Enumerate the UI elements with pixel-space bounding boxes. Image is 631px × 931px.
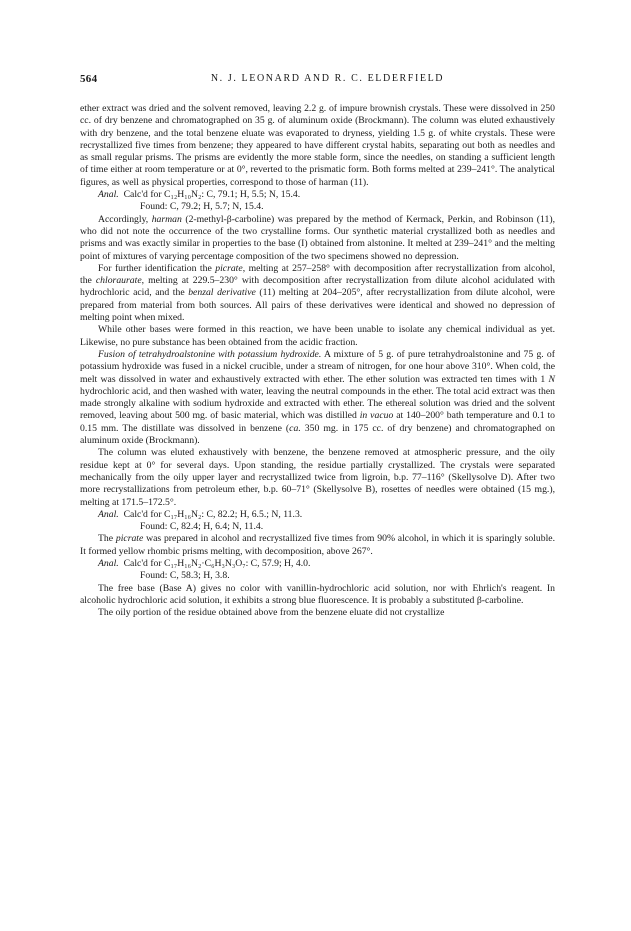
italic-run: N — [548, 373, 555, 385]
text-run: was prepared in alcohol and recrystallized five times from 90% alcohol, in which it is sparingly soluble. It formed yellow rhombic prisms melting, with decomposition, above 267°. — [80, 533, 556, 557]
text-run: The — [98, 533, 116, 545]
analysis-calculated-3 — [80, 558, 555, 570]
text-run: 350 mg. in 175 cc. of dry benzene) and chromatographed on aluminum oxide (Brockmann). — [80, 422, 555, 447]
text-run: , melting at 229.5–230° with decomposition after recrystallization from dilute alcohol acidulated with hydrochloric acid, and the — [80, 275, 555, 299]
page-header — [80, 73, 555, 87]
anal-text: Calc'd for C₁₇H₁₆N₂·C₆H₃N₃O₇: C, 57.9; H, 4.0. — [123, 557, 311, 569]
page-number: 564 — [80, 73, 98, 85]
text-run: Accordingly, — [98, 213, 152, 225]
text-run: at 140–200° bath temperature and 0.1 to 0.15 mm. The distillate was dissolved in benzene ( — [80, 410, 555, 434]
paragraph-derivatives — [80, 263, 555, 324]
paragraph-harman — [80, 214, 555, 263]
paragraph-other-bases: While other bases were formed in this reaction, we have been unable to isolate any chemical individual as yet. Likewise, no pure substance has been obtained from the acidic fraction. — [80, 324, 555, 348]
paragraph-free-base: The free base (Base A) gives no color with vanillin-hydrochloric acid solution, nor with Ehrlich's reagent. In alcoholic hydrochloric acid solution, it exhibits a strong blue fluorescence. It is probably a substituted β-carboline. — [80, 582, 555, 606]
italic-run: picrate — [215, 262, 243, 274]
text-run: For further identification the — [98, 262, 216, 274]
running-head: N. J. LEONARD AND R. C. ELDERFIELD — [210, 73, 445, 84]
analysis-calculated-2 — [80, 509, 555, 521]
text-run: , melting at 257–258° with decomposition after recrystallization from alcohol, the — [80, 262, 555, 287]
text-run: (2-methyl-β-carboline) was prepared by the method of Kermack, Perkin, and Robinson (11), who did not note the occurrence of the two crystalline forms. Our synthetic material crystallized both as needles and prisms and was exactly similar in properties to the base (I) obtained from alstonine. It melted at 239–241° and the melting point of mixtures of varying percentage composition of the two specimens showed no depression. — [80, 213, 555, 262]
text-run: A mixture of 5 g. of pure tetrahydroalstonine and 75 g. of potassium hydroxide was fused in a nickel crucible, under a stream of nitrogen, for one hour above 310°. When cold, the melt was dissolved in water and exhaustively extracted with ether. The ether solution was extracted ten times with 1 — [80, 348, 555, 385]
paragraph-fusion — [80, 349, 555, 447]
italic-run: picrate — [115, 533, 144, 545]
italic-run: ca. — [289, 422, 301, 434]
italic-run: chloraurate — [95, 275, 142, 287]
anal-label: Anal. — [98, 189, 119, 201]
text-run: (11) melting at 204–205°, after recrystallization from dilute alcohol, were prepared from material from both sources. All pairs of these derivatives were identical and showed no depression of melting point when mixed. — [80, 287, 555, 324]
anal-text: Calc'd for C₁₇H₁₆N₂: C, 82.2; H, 6.5.; N, 11.3. — [123, 508, 303, 520]
paragraph-oily-portion: The oily portion of the residue obtained above from the benzene eluate did not crystallize — [98, 607, 445, 619]
body-text — [80, 103, 555, 619]
analysis-calculated-1 — [80, 189, 555, 201]
italic-run: benzal derivative — [188, 287, 256, 299]
analysis-found-1: Found: C, 79.2; H, 5.7; N, 15.4. — [140, 201, 264, 213]
anal-text: Calc'd for C₁₂H₁₀N₂: C, 79.1; H, 5.5; N, 15.4. — [123, 189, 301, 201]
analysis-found-2: Found: C, 82.4; H, 6.4; N, 11.4. — [140, 521, 264, 533]
anal-label: Anal. — [98, 508, 119, 520]
anal-label: Anal. — [98, 557, 119, 569]
italic-run: harman — [151, 213, 182, 225]
paragraph-column: The column was eluted exhaustively with benzene, the benzene removed at atmospheric pressure, and the oily residue kept at 0° for several days. Upon standing, the residue partially crystallized. The crystals were separated mechanically from the oily upper layer and recrystallized twice from ligroin, b.p. 77–116° (Skellysolve D). After two more recrystallizations from petroleum ether, b.p. 60–71° (Skellysolve B), rosettes of needles were obtained (15 mg.), melting at 171.5–172.5°. — [80, 447, 555, 508]
paragraph-picrate — [80, 533, 555, 558]
analysis-found-3: Found: C, 58.3; H, 3.8. — [140, 570, 230, 582]
section-heading: Fusion of tetrahydroalstonine with potassium hydroxide. — [98, 348, 322, 360]
italic-run: in vacuo — [359, 410, 394, 422]
text-run: hydrochloric acid, and then washed with water, leaving the neutral compounds in the ether. The total acid extract was then made strongly alkaline with sodium hydroxide and extracted with ether. The ethereal solution was dried and the solvent removed, leaving about 500 mg. of basic material, which was distilled — [80, 385, 555, 422]
paragraph-extract: ether extract was dried and the solvent removed, leaving 2.2 g. of impure brownish crystals. These were dissolved in 250 cc. of dry benzene and chromatographed on 35 g. of aluminum oxide (Brockmann). The column was eluted exhaustively with dry benzene, and the total benzene eluate was evaporated to dryness, yielding 1.5 g. of white crystals. These were recrystallized five times from benzene; they appeared to have different crystal habits, separating out both as needles and as small regular prisms. The prisms are evidently the more stable form, since the needles, on standing a sufficient length of time either at room temperature or at 0°, reverted to the prismatic form. Both forms melted at 239–241°. The analytical figures, as well as physical properties, correspond to those of harman (11). — [80, 103, 555, 188]
